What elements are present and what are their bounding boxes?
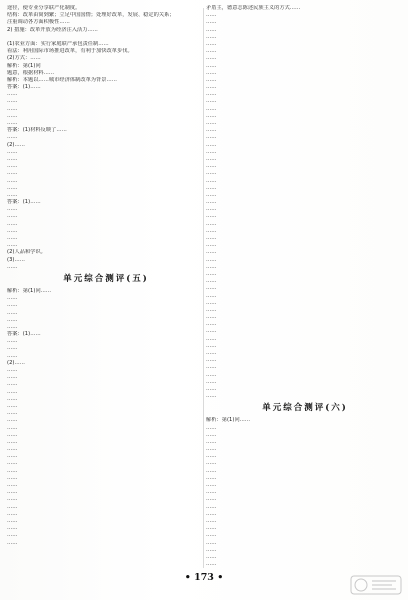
text-line: …… <box>7 220 18 227</box>
text-line: …… <box>7 302 18 309</box>
text-line: …… <box>206 141 217 148</box>
text-line: …… <box>7 510 18 517</box>
text-line: …… <box>7 438 18 445</box>
text-line: …… <box>206 170 217 177</box>
text-line: …… <box>206 227 217 234</box>
text-line: …… <box>206 112 217 119</box>
text-line: 答案：(1)…… <box>7 199 41 206</box>
text-line: …… <box>7 474 18 481</box>
text-line: …… <box>206 510 217 517</box>
text-line: …… <box>7 227 18 234</box>
text-line <box>7 34 205 41</box>
text-line: …… <box>7 503 18 510</box>
text-line: …… <box>7 388 18 395</box>
text-line: …… <box>7 367 18 373</box>
text-line: …… <box>206 496 217 503</box>
text-line: 结构：改革由简到繁；立足中国国情；处理好改革，发展、稳定的关系； <box>7 12 175 19</box>
text-line: …… <box>7 263 18 270</box>
text-line: …… <box>7 170 18 177</box>
text-line: 2) 措施：改革开放为经济注入活力…… <box>7 26 98 33</box>
text-line: …… <box>206 220 217 227</box>
text-line: …… <box>7 112 18 119</box>
section-title-unit-6: 单元综合测评(六) <box>262 403 348 414</box>
text-line: …… <box>206 155 217 162</box>
text-line: …… <box>7 134 18 141</box>
text-line <box>206 568 404 570</box>
text-line: …… <box>206 256 217 263</box>
text-line: …… <box>7 496 18 503</box>
text-line: …… <box>7 374 18 381</box>
text-line: …… <box>206 453 217 460</box>
text-line: …… <box>7 120 18 126</box>
text-line: …… <box>206 525 217 532</box>
text-line: …… <box>7 517 18 524</box>
left-text-block-1 <box>7 5 205 271</box>
text-line: …… <box>7 155 18 162</box>
text-line: …… <box>206 19 217 26</box>
text-line: …… <box>206 539 217 546</box>
text-line: (2)人品和学识。 <box>7 249 46 256</box>
text-line: …… <box>7 532 18 539</box>
text-line: …… <box>7 410 18 417</box>
text-line: …… <box>206 357 217 364</box>
text-line: …… <box>7 105 18 112</box>
text-line: …… <box>206 105 217 112</box>
text-line: …… <box>206 40 217 47</box>
text-line: …… <box>206 26 217 33</box>
text-line: …… <box>206 385 217 392</box>
text-line: …… <box>7 489 18 496</box>
text-line: …… <box>7 323 18 330</box>
text-line: …… <box>206 278 217 285</box>
left-text-block-2 <box>7 288 205 547</box>
text-line: …… <box>206 120 217 126</box>
text-line: …… <box>206 69 217 76</box>
text-line: …… <box>7 213 18 220</box>
text-line: 矛盾主，德意志陈述民族主义的方式…… <box>206 5 301 11</box>
text-line: (2)…… <box>7 141 25 148</box>
text-line: …… <box>7 482 18 488</box>
text-line: …… <box>7 316 18 323</box>
left-column <box>7 5 205 570</box>
text-line: …… <box>206 48 217 55</box>
text-line: …… <box>206 91 217 98</box>
section-title-unit-5: 单元综合测评(五) <box>63 273 149 284</box>
text-line: …… <box>206 127 217 134</box>
text-line: …… <box>206 446 217 453</box>
text-line: …… <box>206 213 217 220</box>
text-line: …… <box>7 525 18 532</box>
text-line: …… <box>206 378 217 385</box>
text-line: …… <box>206 270 217 277</box>
text-line: …… <box>206 350 217 356</box>
column-divider <box>203 8 204 568</box>
text-line: …… <box>7 431 18 438</box>
text-line: …… <box>206 285 217 292</box>
text-line: …… <box>7 98 18 105</box>
text-line: …… <box>206 235 217 241</box>
text-line: 解析：第(1)问…… <box>206 417 251 424</box>
text-line: …… <box>206 503 217 510</box>
text-line: …… <box>7 467 18 474</box>
text-line: …… <box>206 474 217 481</box>
text-line: …… <box>7 235 18 241</box>
page-number: • 173 • <box>184 572 224 583</box>
text-line: …… <box>7 206 18 213</box>
text-line: …… <box>7 295 18 302</box>
text-line: …… <box>206 12 217 19</box>
text-line: …… <box>206 148 217 155</box>
right-text-block-1 <box>206 5 404 400</box>
text-line: …… <box>7 184 18 191</box>
right-text-block-2 <box>206 417 404 570</box>
text-line: …… <box>206 364 217 371</box>
text-line: …… <box>206 299 217 306</box>
text-line: …… <box>206 328 217 335</box>
text-line: …… <box>206 371 217 378</box>
text-line: …… <box>206 517 217 524</box>
text-line: …… <box>7 242 18 249</box>
text-line: …… <box>206 199 217 206</box>
text-line: …… <box>7 163 18 170</box>
text-line: …… <box>7 345 18 352</box>
text-line: …… <box>7 177 18 184</box>
text-line: 解析：第(1)问…… <box>7 287 52 294</box>
text-line: …… <box>7 424 18 431</box>
text-line: …… <box>206 33 217 40</box>
text-line: …… <box>7 309 18 316</box>
text-line: …… <box>206 76 217 83</box>
text-line: …… <box>7 417 18 424</box>
text-line: …… <box>206 163 217 170</box>
text-line: 解析：第(1)问 <box>7 62 41 69</box>
text-line: 看法：利用国际市场推进改革，有利于加快改革步伐。 <box>7 48 133 55</box>
text-line: (2)…… <box>7 359 25 366</box>
text-line: …… <box>206 424 217 431</box>
text-line: 答案：(1)…… <box>7 331 41 338</box>
text-line: …… <box>206 561 217 568</box>
text-line: …… <box>7 352 18 359</box>
text-line: …… <box>206 242 217 249</box>
text-line: …… <box>206 177 217 184</box>
text-line: …… <box>206 546 217 553</box>
text-line: …… <box>206 84 217 91</box>
text-line: …… <box>7 453 18 460</box>
text-line: …… <box>206 393 217 400</box>
text-line: …… <box>206 553 217 560</box>
text-line: …… <box>206 62 217 69</box>
text-line: …… <box>206 532 217 539</box>
text-line: …… <box>206 314 217 321</box>
text-line: …… <box>206 206 217 213</box>
text-line: …… <box>206 342 217 349</box>
text-line: 答案：(1)…… <box>7 84 41 91</box>
text-line: …… <box>7 338 18 345</box>
text-line: …… <box>206 321 217 328</box>
text-line: (1)农业方面：实行家庭联产承包责任制…… <box>7 40 109 47</box>
text-line: …… <box>7 91 18 98</box>
text-line: …… <box>206 134 217 141</box>
text-line: …… <box>7 381 18 388</box>
text-line: …… <box>206 438 217 445</box>
text-line: …… <box>206 191 217 198</box>
text-line: …… <box>206 55 217 62</box>
text-line: …… <box>206 467 217 474</box>
text-line: (3)…… <box>7 256 25 263</box>
text-line: …… <box>206 184 217 191</box>
text-line: 注重调动各方面积极性…… <box>7 19 70 26</box>
text-line: …… <box>206 431 217 438</box>
text-line: …… <box>7 148 18 155</box>
text-line: …… <box>206 292 217 299</box>
text-line: 解析：本题以……城市经济体制改革为背景…… <box>7 76 117 83</box>
text-line: …… <box>206 249 217 256</box>
text-line: …… <box>206 98 217 105</box>
text-line: …… <box>206 460 217 467</box>
text-line: …… <box>7 446 18 453</box>
text-line: …… <box>7 460 18 467</box>
text-line: 题意，根据材料…… <box>7 69 55 76</box>
text-line: …… <box>7 402 18 409</box>
text-line: …… <box>7 539 18 546</box>
text-line: 答案：(1)材料反映了…… <box>7 127 67 134</box>
text-line: 途径，使专业分享联产化制度。 <box>7 5 81 11</box>
text-line: …… <box>206 263 217 270</box>
text-line: …… <box>7 191 18 198</box>
text-line: …… <box>206 335 217 342</box>
text-line: …… <box>206 306 217 313</box>
watermark-stamp-icon <box>350 574 402 596</box>
text-line: …… <box>7 395 18 402</box>
text-line: …… <box>206 482 217 488</box>
right-column <box>206 5 404 570</box>
text-line: (2)方式：…… <box>7 55 41 62</box>
text-line: …… <box>206 489 217 496</box>
